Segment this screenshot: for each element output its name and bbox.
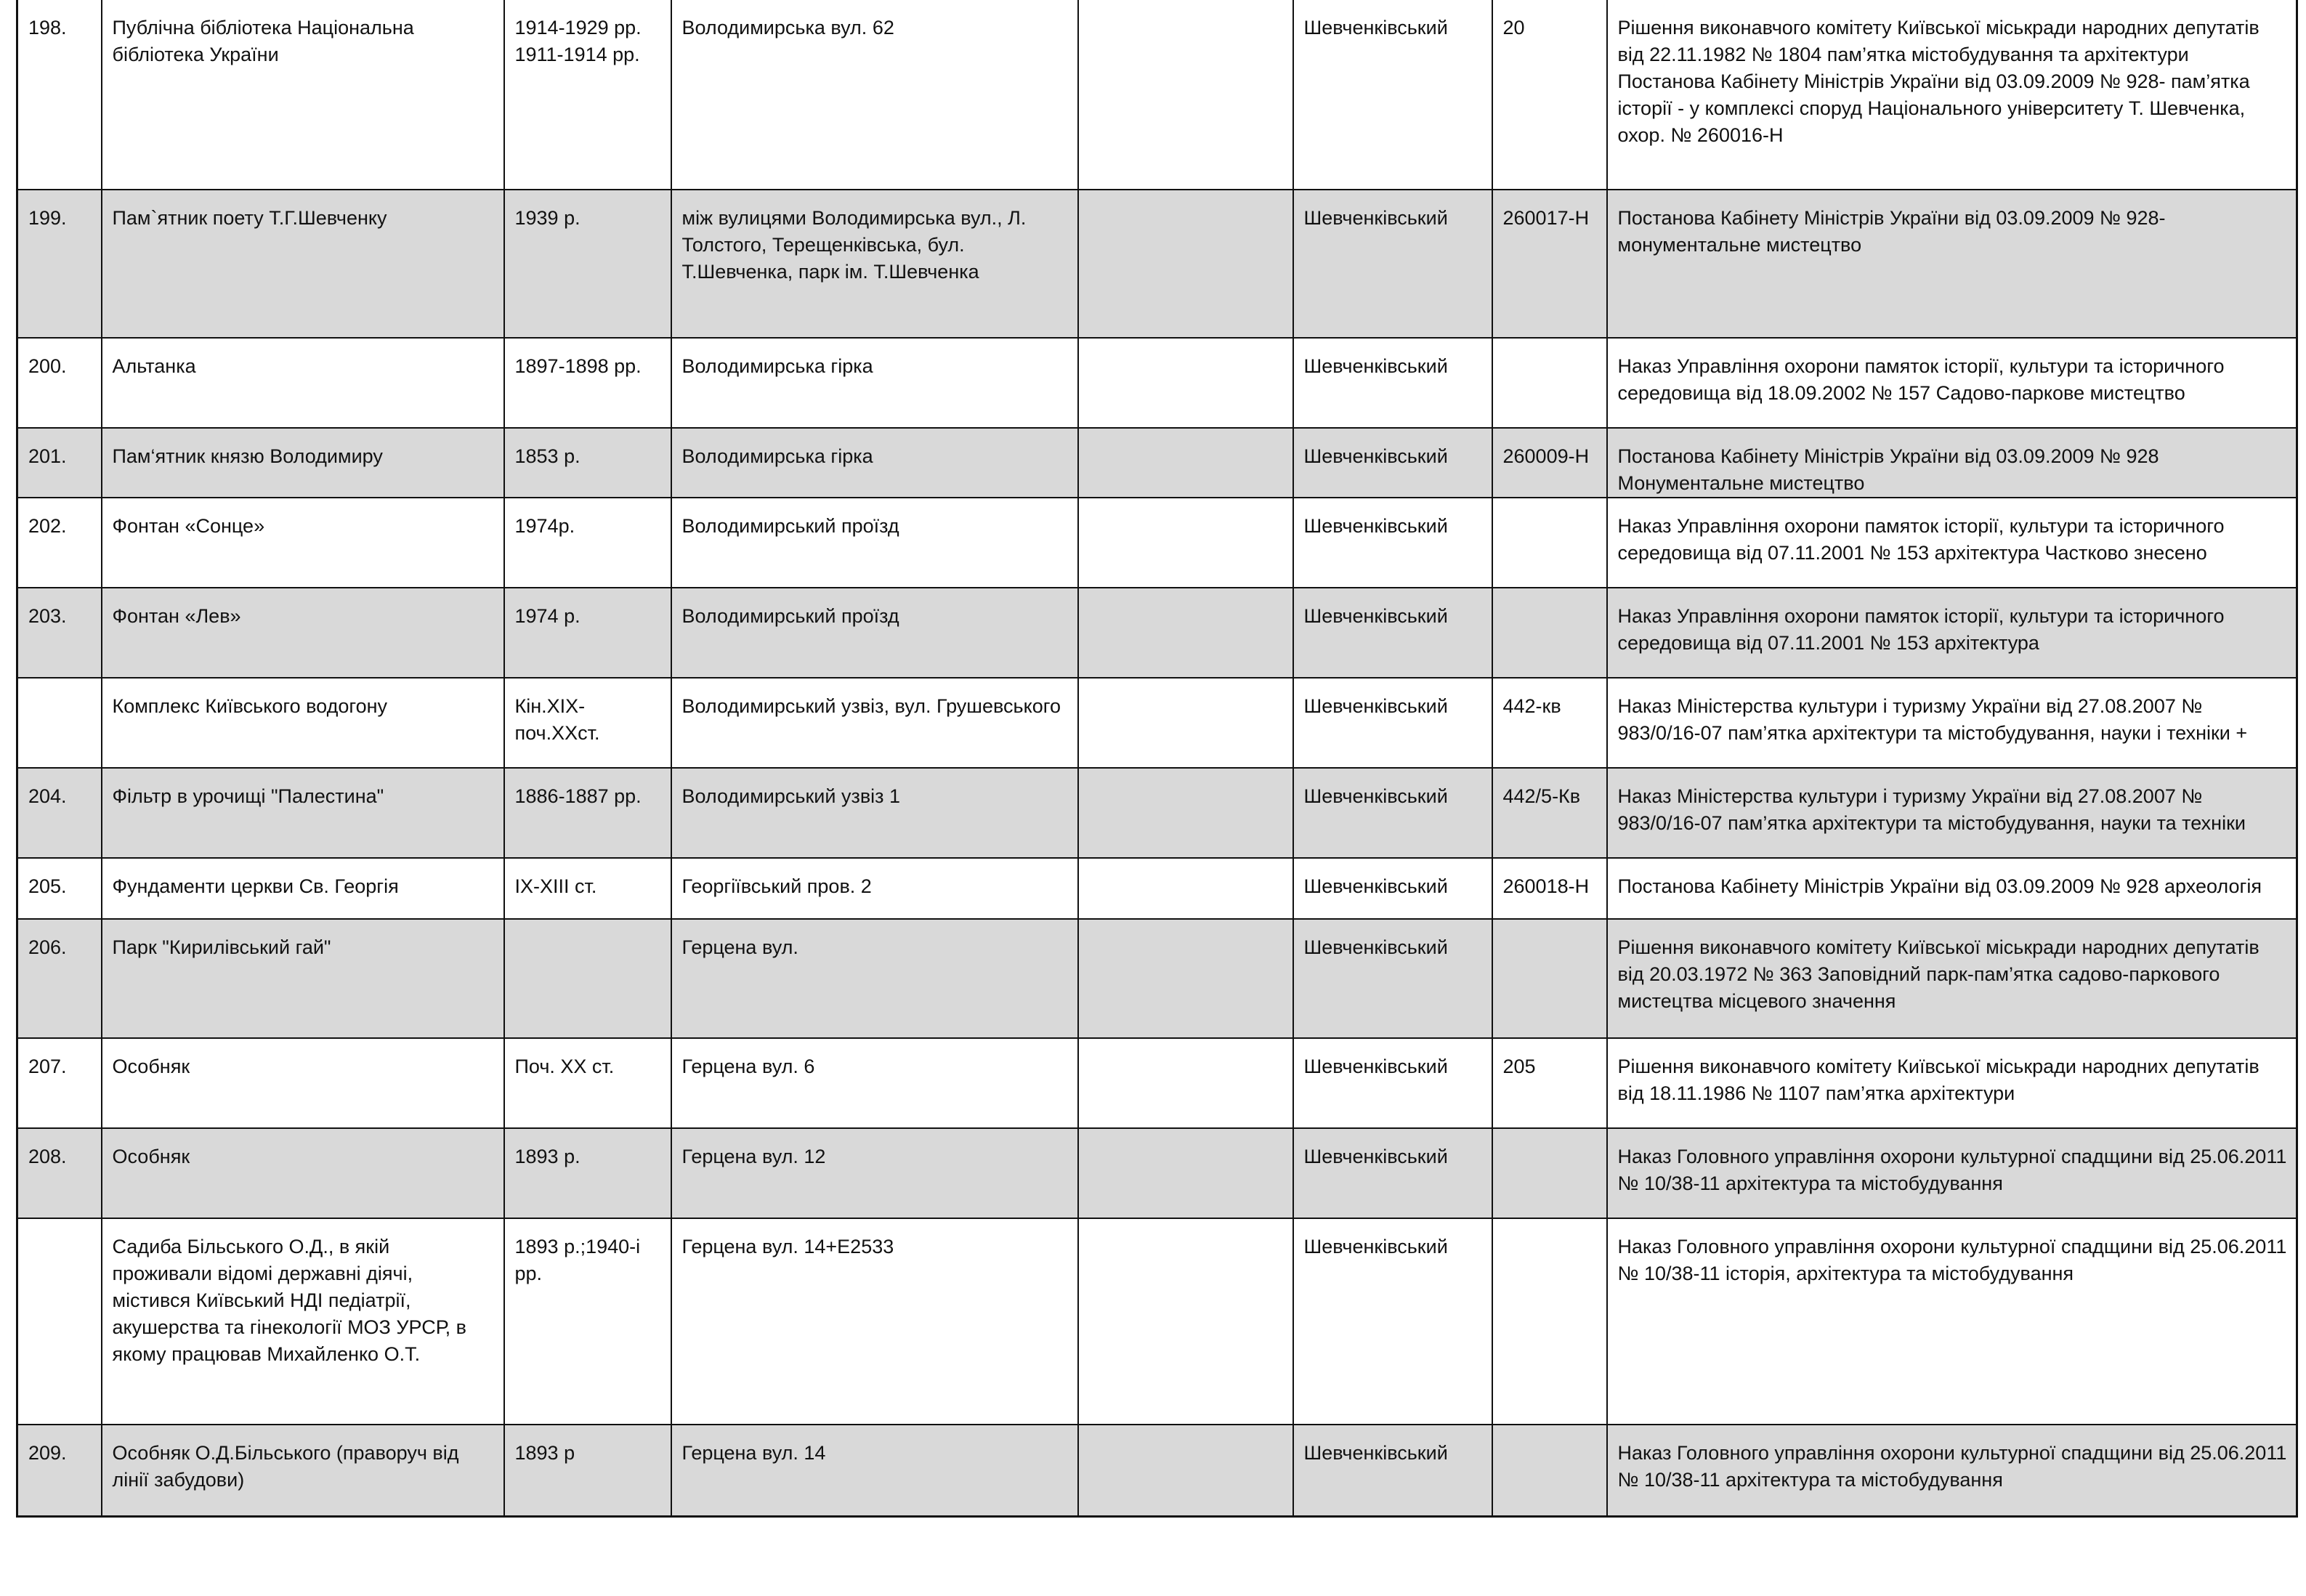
- object-name: Комплекс Київського водогону: [102, 678, 504, 768]
- object-name: Фундаменти церкви Св. Георгія: [102, 858, 504, 919]
- empty-cell: [1078, 190, 1293, 338]
- object-name: Особняк О.Д.Більського (праворуч від лінії забудови): [102, 1425, 504, 1516]
- object-name: Садиба Більського О.Д., в якій проживали відомі державні діячі, містився Київський НДІ педіатрії, акушерства та гінекології МОЗ УРСР, в якому працював Михайленко О.Т.: [102, 1218, 504, 1425]
- row-number: 209.: [17, 1425, 102, 1516]
- empty-cell: [1078, 338, 1293, 428]
- table-row: [17, 678, 2297, 768]
- object-date: 1914-1929 рр. 1911-1914 рр.: [504, 0, 671, 190]
- object-address: Герцена вул.: [671, 919, 1078, 1038]
- table-row: [17, 338, 2297, 428]
- legal-document: Постанова Кабінету Міністрів України від 03.09.2009 № 928 Монументальне мистецтво: [1607, 428, 2297, 498]
- row-number: [17, 678, 102, 768]
- empty-cell: [1078, 588, 1293, 678]
- object-address: Володимирський проїзд: [671, 498, 1078, 588]
- protection-number: [1492, 498, 1607, 588]
- district: Шевченківський: [1293, 678, 1492, 768]
- table-row: [17, 768, 2297, 858]
- object-date: 1893 р.: [504, 1128, 671, 1218]
- district: Шевченківський: [1293, 1038, 1492, 1128]
- legal-document: Рішення виконавчого комітету Київської міськради народних депутатів від 22.11.1982 № 1804 пам’ятка містобудування та архітектури Постанова Кабінету Міністрів України від 03.09.2009 № 928- пам’ятка історії - у комплексі споруд Національного університету Т. Шевченка, охор. № 260016-Н: [1607, 0, 2297, 190]
- protection-number: [1492, 1128, 1607, 1218]
- district: Шевченківський: [1293, 768, 1492, 858]
- empty-cell: [1078, 1128, 1293, 1218]
- object-date: 1897-1898 рр.: [504, 338, 671, 428]
- heritage-table: [16, 0, 2298, 1518]
- protection-number: 20: [1492, 0, 1607, 190]
- row-number: 204.: [17, 768, 102, 858]
- protection-number: [1492, 1425, 1607, 1516]
- row-number: 201.: [17, 428, 102, 498]
- object-name: Особняк: [102, 1038, 504, 1128]
- object-date: [504, 919, 671, 1038]
- object-name: Фонтан «Лев»: [102, 588, 504, 678]
- district: Шевченківський: [1293, 0, 1492, 190]
- district: Шевченківський: [1293, 1218, 1492, 1425]
- table-row: [17, 190, 2297, 338]
- legal-document: Рішення виконавчого комітету Київської міськради народних депутатів від 20.03.1972 № 363 Заповідний парк-пам’ятка садово-паркового мистецтва місцевого значення: [1607, 919, 2297, 1038]
- empty-cell: [1078, 498, 1293, 588]
- row-number: 207.: [17, 1038, 102, 1128]
- table-row: [17, 498, 2297, 588]
- table-row: [17, 1038, 2297, 1128]
- empty-cell: [1078, 1425, 1293, 1516]
- row-number: 203.: [17, 588, 102, 678]
- object-name: Фонтан «Сонце»: [102, 498, 504, 588]
- protection-number: 442-кв: [1492, 678, 1607, 768]
- table-row: [17, 1218, 2297, 1425]
- district: Шевченківський: [1293, 428, 1492, 498]
- object-date: IX-XIII ст.: [504, 858, 671, 919]
- table-row: [17, 858, 2297, 919]
- district: Шевченківський: [1293, 588, 1492, 678]
- empty-cell: [1078, 678, 1293, 768]
- empty-cell: [1078, 428, 1293, 498]
- district: Шевченківський: [1293, 858, 1492, 919]
- district: Шевченківський: [1293, 190, 1492, 338]
- object-address: Володимирська гірка: [671, 338, 1078, 428]
- table-row: [17, 428, 2297, 498]
- row-number: 205.: [17, 858, 102, 919]
- district: Шевченківський: [1293, 1128, 1492, 1218]
- object-address: між вулицями Володимирська вул., Л. Толстого, Терещенківська, бул. Т.Шевченка, парк ім. Т.Шевченка: [671, 190, 1078, 338]
- object-address: Володимирська гірка: [671, 428, 1078, 498]
- legal-document: Постанова Кабінету Міністрів України від 03.09.2009 № 928- монументальне мистецтво: [1607, 190, 2297, 338]
- table-row: [17, 0, 2297, 190]
- protection-number: 205: [1492, 1038, 1607, 1128]
- object-address: Володимирський проїзд: [671, 588, 1078, 678]
- object-name: Особняк: [102, 1128, 504, 1218]
- district: Шевченківський: [1293, 338, 1492, 428]
- empty-cell: [1078, 768, 1293, 858]
- table-row: [17, 1425, 2297, 1516]
- object-date: Поч. XX ст.: [504, 1038, 671, 1128]
- district: Шевченківський: [1293, 498, 1492, 588]
- legal-document: Наказ Головного управління охорони культурної спадщини від 25.06.2011 № 10/38-11 історія, архітектура та містобудування: [1607, 1218, 2297, 1425]
- legal-document: Постанова Кабінету Міністрів України від 03.09.2009 № 928 археологія: [1607, 858, 2297, 919]
- protection-number: 260017-Н: [1492, 190, 1607, 338]
- district: Шевченківський: [1293, 1425, 1492, 1516]
- protection-number: [1492, 1218, 1607, 1425]
- legal-document: Наказ Міністерства культури і туризму України від 27.08.2007 № 983/0/16-07 пам’ятка архітектури та містобудування, науки та техніки: [1607, 768, 2297, 858]
- row-number: 206.: [17, 919, 102, 1038]
- object-address: Георгіївський пров. 2: [671, 858, 1078, 919]
- legal-document: Наказ Управління охорони памяток історії, культури та історичного середовища від 18.09.2002 № 157 Садово-паркове мистецтво: [1607, 338, 2297, 428]
- object-name: Пам`ятник поету Т.Г.Шевченку: [102, 190, 504, 338]
- object-date: 1893 р: [504, 1425, 671, 1516]
- object-address: Герцена вул. 14: [671, 1425, 1078, 1516]
- object-date: Кін.XIX-поч.XXст.: [504, 678, 671, 768]
- legal-document: Наказ Головного управління охорони культурної спадщини від 25.06.2011 № 10/38-11 архітектура та містобудування: [1607, 1128, 2297, 1218]
- legal-document: Наказ Управління охорони памяток історії, культури та історичного середовища від 07.11.2001 № 153 архітектура Частково знесено: [1607, 498, 2297, 588]
- object-address: Герцена вул. 14+E2533: [671, 1218, 1078, 1425]
- object-date: 1893 р.;1940-і рр.: [504, 1218, 671, 1425]
- row-number: 198.: [17, 0, 102, 190]
- protection-number: [1492, 588, 1607, 678]
- object-name: Альтанка: [102, 338, 504, 428]
- protection-number: [1492, 338, 1607, 428]
- protection-number: [1492, 919, 1607, 1038]
- protection-number: 442/5-Кв: [1492, 768, 1607, 858]
- table-row: [17, 919, 2297, 1038]
- legal-document: Наказ Міністерства культури і туризму України від 27.08.2007 № 983/0/16-07 пам’ятка архітектури та містобудування, науки і техніки +: [1607, 678, 2297, 768]
- object-date: 1974р.: [504, 498, 671, 588]
- row-number: 200.: [17, 338, 102, 428]
- object-date: 1853 р.: [504, 428, 671, 498]
- district: Шевченківський: [1293, 919, 1492, 1038]
- table-row: [17, 588, 2297, 678]
- object-address: Володимирський узвіз 1: [671, 768, 1078, 858]
- empty-cell: [1078, 0, 1293, 190]
- empty-cell: [1078, 1218, 1293, 1425]
- object-address: Герцена вул. 12: [671, 1128, 1078, 1218]
- object-address: Володимирський узвіз, вул. Грушевського: [671, 678, 1078, 768]
- object-name: Пам‘ятник князю Володимиру: [102, 428, 504, 498]
- empty-cell: [1078, 919, 1293, 1038]
- object-address: Герцена вул. 6: [671, 1038, 1078, 1128]
- object-name: Парк "Кирилівський гай": [102, 919, 504, 1038]
- empty-cell: [1078, 1038, 1293, 1128]
- row-number: 199.: [17, 190, 102, 338]
- legal-document: Наказ Головного управління охорони культурної спадщини від 25.06.2011 № 10/38-11 архітектура та містобудування: [1607, 1425, 2297, 1516]
- row-number: 208.: [17, 1128, 102, 1218]
- empty-cell: [1078, 858, 1293, 919]
- legal-document: Наказ Управління охорони памяток історії, культури та історичного середовища від 07.11.2001 № 153 архітектура: [1607, 588, 2297, 678]
- protection-number: 260018-Н: [1492, 858, 1607, 919]
- object-name: Фільтр в урочищі "Палестина": [102, 768, 504, 858]
- object-date: 1974 р.: [504, 588, 671, 678]
- legal-document: Рішення виконавчого комітету Київської міськради народних депутатів від 18.11.1986 № 1107 пам’ятка архітектури: [1607, 1038, 2297, 1128]
- table-row: [17, 1128, 2297, 1218]
- object-date: 1939 р.: [504, 190, 671, 338]
- object-name: Публічна бібліотека Національна бібліотека України: [102, 0, 504, 190]
- row-number: 202.: [17, 498, 102, 588]
- object-address: Володимирська вул. 62: [671, 0, 1078, 190]
- row-number: [17, 1218, 102, 1425]
- protection-number: 260009-Н: [1492, 428, 1607, 498]
- object-date: 1886-1887 рр.: [504, 768, 671, 858]
